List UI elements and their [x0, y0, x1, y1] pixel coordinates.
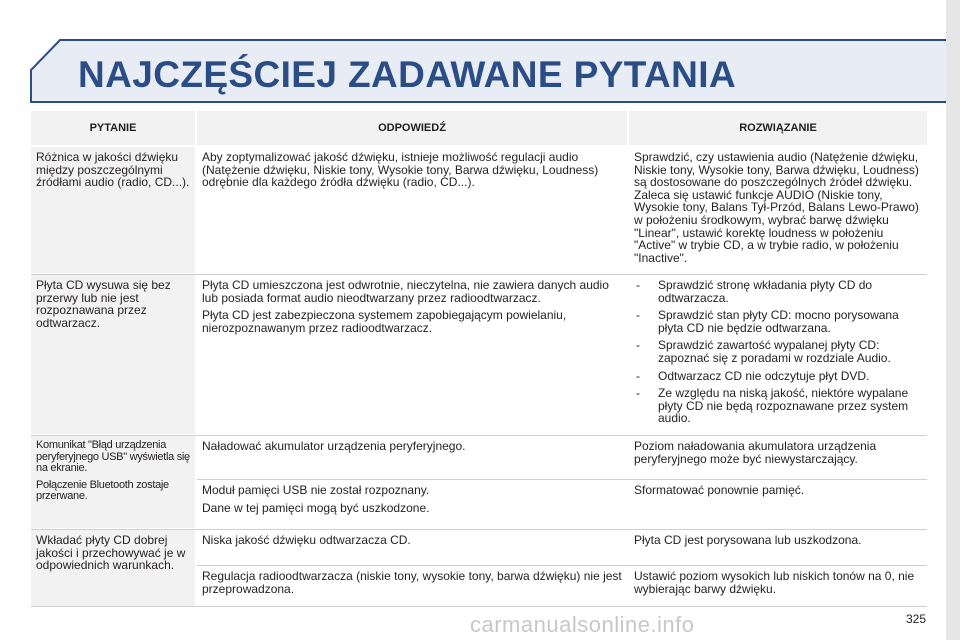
solution-cell: Poziom naładowania akumulatora urządzenia peryferyjnego może być niewystarczający.	[634, 439, 877, 466]
answer-text: Płyta CD umieszczona jest odwrotnie, nieczytelna, nie zawiera danych audio lub posiada format audio nieodtwarzany przez radioodtwarzacz.	[202, 278, 609, 305]
answer-cell	[197, 480, 627, 528]
table-row	[31, 566, 927, 607]
solution-cell: Sprawdzić, czy ustawienia audio (Natężenie dźwięku, Niskie tony, Wysokie tony, Barwa dźwięku, Loudness) są dostosowane do poszczególnych źródeł dźwięku. Zaleca się ustawić funkcje AUDIO (Niskie tony, Wysokie tony, Balans Tył-Przód, Balans Lewo-Prawo) w położeniu środkowym, wybrać barwę dźwięku "Linear", ustawić korektę loudness w położeniu "Active" w trybie CD, a w trybie radio, w położeniu "Inactive".	[634, 150, 919, 265]
list-item: - Sprawdzić stronę wkładania płyty CD do odtwarzacza.	[634, 279, 922, 304]
answer-text: Moduł pamięci USB nie został rozpoznany.	[202, 483, 430, 497]
answer-text: Płyta CD jest zabezpieczona systemem zapobiegającym powielaniu, nierozpoznawanym przez radioodtwarzacz.	[202, 308, 567, 335]
question-text: Komunikat "Błąd urządzenia peryferyjnego USB" wyświetla się na ekranie.	[36, 439, 190, 475]
faq-table	[31, 111, 927, 607]
solution-cell: Płyta CD jest porysowana lub uszkodzona.	[634, 533, 862, 547]
list-item: - Sprawdzić zawartość wypalanej płyty CD: zapoznać się z poradami w rozdziale Audio.	[634, 339, 922, 364]
scrollbar-track[interactable]	[946, 0, 960, 640]
solution-cell: Ustawić poziom wysokich lub niskich tonów na 0, nie wybierając barwy dźwięku.	[634, 569, 915, 596]
header-answer: ODPOWIEDŹ	[197, 111, 627, 145]
list-item: - Ze względu na niską jakość, niektóre wypalane płyty CD nie będą rozpoznawane przez system audio.	[634, 387, 922, 425]
header-question: PYTANIE	[31, 111, 195, 145]
solution-cell: Sformatować ponownie pamięć.	[634, 483, 805, 497]
answer-cell: Naładować akumulator urządzenia peryferyjnego.	[202, 439, 466, 453]
table-row	[31, 275, 927, 434]
answer-cell: Regulacja radioodtwarzacza (niskie tony, wysokie tony, barwa dźwięku) nie jest przeprowadzona.	[202, 569, 622, 596]
question-text: Połączenie Bluetooth zostaje przerwane.	[36, 478, 169, 503]
question-cell: Wkładać płyty CD dobrej jakości i przechowywać je w odpowiednich warunkach.	[31, 530, 195, 607]
row-divider	[31, 606, 927, 607]
answer-cell: Aby zoptymalizować jakość dźwięku, istnieje możliwość regulacji audio (Natężenie dźwięku, Niskie tony, Wysokie tony, Barwa dźwięku, Loudness) odrębnie dla każdego źródła dźwięku (radio, CD...).	[202, 150, 599, 190]
list-item: - Odtwarzacz CD nie odczytuje płyt DVD.	[634, 370, 922, 383]
solution-cell	[629, 275, 927, 434]
table-row	[31, 480, 927, 528]
question-cell: Różnica w jakości dźwięku między poszczególnymi źródłami audio (radio, CD...).	[31, 147, 195, 273]
header-solution: ROZWIĄZANIE	[629, 111, 927, 145]
table-row	[31, 147, 927, 273]
answer-cell	[197, 275, 627, 434]
question-cell: Płyta CD wysuwa się bez przerwy lub nie jest rozpoznawana przez odtwarzacz.	[31, 275, 195, 434]
watermark: carmanualsonline.info	[470, 612, 695, 637]
header-banner	[0, 0, 960, 110]
page-title: NAJCZĘŚCIEJ ZADAWANE PYTANIA	[78, 54, 737, 95]
table-header-row	[31, 111, 927, 145]
list-item: - Sprawdzić stan płyty CD: mocno porysowana płyta CD nie będzie odtwarzana.	[634, 309, 922, 334]
answer-text: Dane w tej pamięci mogą być uszkodzone.	[202, 500, 430, 515]
answer-cell: Niska jakość dźwięku odtwarzacza CD.	[202, 533, 411, 547]
solution-list	[634, 279, 922, 425]
page-number: 325	[906, 612, 927, 626]
